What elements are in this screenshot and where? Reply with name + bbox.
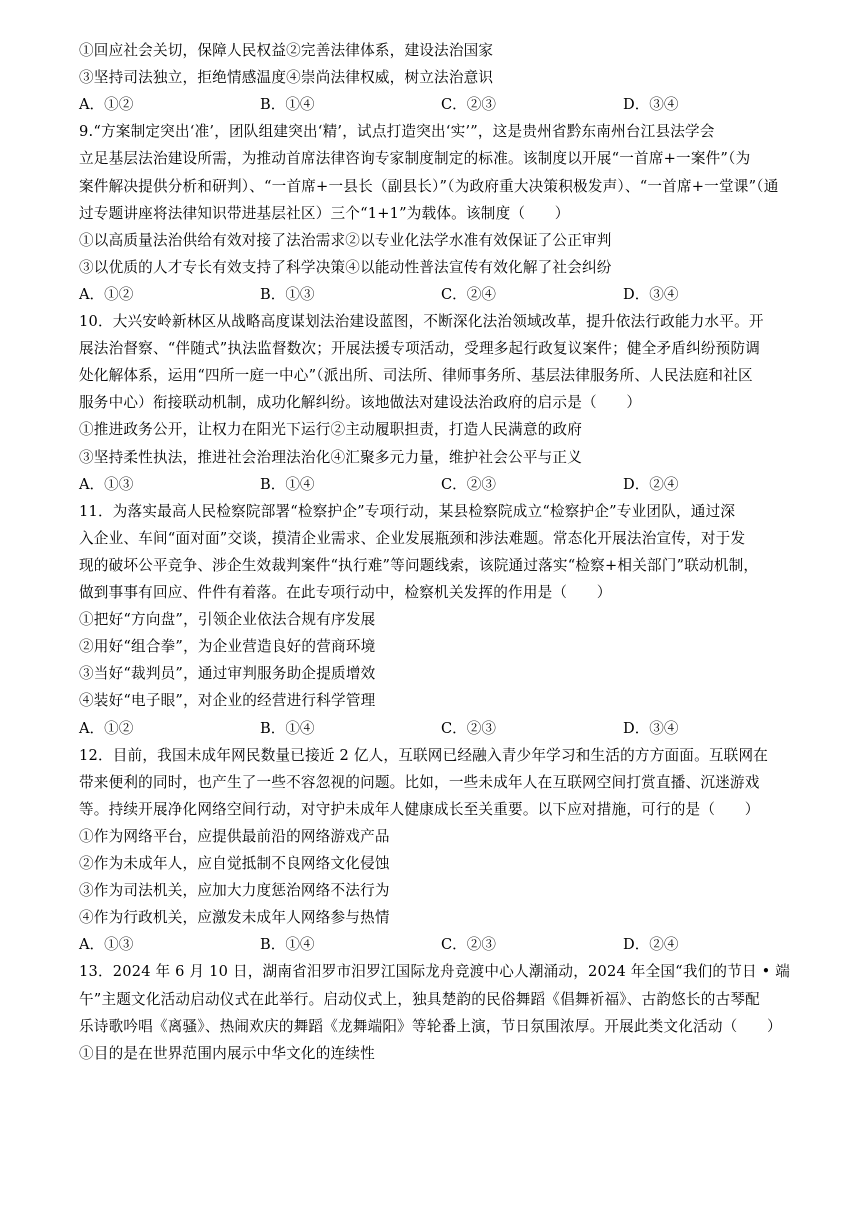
answer-options [79,475,799,495]
answer-option: B．①④ [260,96,315,113]
text-line: ②作为未成年人，应自觉抵制不良网络文化侵蚀 [79,855,390,872]
answer-option: A．①② [79,286,134,303]
text-line: 现的破坏公平竞争、涉企生效裁判案件“执行难”等问题线索，该院通过落实“检察+相关部门”联动机制， [79,557,759,574]
answer-options [79,935,799,955]
text-line: ②用好“组合拳”，为企业营造良好的营商环境 [79,638,376,655]
text-line: 9.“方案制定突出‘准’，团队组建突出‘精’，试点打造突出‘实’”，这是贵州省黔东南州台江县法学会 [79,123,715,140]
answer-option: B．①③ [260,286,315,303]
text-line: ①把好“方向盘”，引领企业依法合规有序发展 [79,611,376,628]
text-line: 午”主题文化活动启动仪式在此举行。启动仪式上，独具楚韵的民俗舞蹈《倡舞祈福》、古韵悠长的古琴配 [79,991,760,1008]
answer-option: D．③④ [623,96,679,113]
text-line: 做到事事有回应、件件有着落。在此专项行动中，检察机关发挥的作用是（ ） [79,584,612,601]
answer-options [79,719,799,739]
answer-option: B．①④ [260,720,315,737]
text-line: 等。持续开展净化网络空间行动，对守护未成年人健康成长至关重要。以下应对措施，可行的是（ ） [79,801,760,818]
answer-options [79,285,799,305]
answer-option: C．②③ [441,720,496,737]
answer-option: A．①② [79,96,134,113]
text-line: ①回应社会关切，保障人民权益②完善法律体系，建设法治国家 [79,42,494,59]
text-line: 10．大兴安岭新林区从战略高度谋划法治建设蓝图，不断深化法治领域改革，提升依法行政能力水平。开 [79,313,764,330]
text-line: ④作为行政机关，应激发未成年人网络参与热情 [79,909,390,926]
text-line: 乐诗歌吟唱《离骚》、热闹欢庆的舞蹈《龙舞端阳》等轮番上演，节日氛围浓厚。开展此类文化活动（ ） [79,1018,782,1035]
text-line: ①作为网络平台，应提供最前沿的网络游戏产品 [79,828,390,845]
text-line: ①目的是在世界范围内展示中华文化的连续性 [79,1045,375,1062]
text-line: 13．2024 年 6 月 10 日，湖南省汨罗市汨罗江国际龙舟竞渡中心人潮涌动，2024 年全国“我们的节日 • 端 [79,963,791,980]
answer-option: C．②③ [441,936,496,953]
text-line: 立足基层法治建设所需，为推动首席法律咨询专家制度制定的标准。该制度以开展“一首席+一案件”（为 [79,150,751,167]
text-line: ③坚持柔性执法，推进社会治理法治化④汇聚多元力量，维护社会公平与正义 [79,449,582,466]
answer-option: C．②④ [441,286,496,303]
answer-option: B．①④ [260,936,315,953]
text-line: ③坚持司法独立，拒绝情感温度④崇尚法律权威，树立法治意识 [79,69,494,86]
text-line: ①推进政务公开，让权力在阳光下运行②主动履职担责，打造人民满意的政府 [79,421,582,438]
text-line: 带来便利的同时，也产生了一些不容忽视的问题。比如，一些未成年人在互联网空间打赏直播、沉迷游戏 [79,774,760,791]
text-line: ④装好“电子眼”，对企业的经营进行科学管理 [79,692,376,709]
text-line: 案件解决提供分析和研判）、“一首席+一县长（副县长）”（为政府重大决策积极发声）、“一首席+一堂课”（通 [79,178,779,195]
text-line: ①以高质量法治供给有效对接了法治需求②以专业化法学水准有效保证了公正审判 [79,232,612,249]
text-line: 过专题讲座将法律知识带进基层社区）三个“1+1”为载体。该制度（ ） [79,205,570,222]
answer-option: D．③④ [623,720,679,737]
answer-option: A．①③ [79,476,134,493]
answer-option: D．②④ [623,936,679,953]
answer-option: D．③④ [623,286,679,303]
text-line: 11．为落实最高人民检察院部署“检察护企”专项行动，某县检察院成立“检察护企”专业团队，通过深 [79,503,736,520]
text-line: 处化解体系，运用“四所一庭一中心”（派出所、司法所、律师事务所、基层法律服务所、人民法庭和社区 [79,367,753,384]
answer-option: A．①③ [79,936,134,953]
answer-options [79,95,799,115]
text-line: 入企业、车间“面对面”交谈，摸清企业需求、企业发展瓶颈和涉法难题。常态化开展法治宣传，对于发 [79,530,746,547]
answer-option: B．①④ [260,476,315,493]
answer-option: C．②③ [441,476,496,493]
text-line: ③作为司法机关，应加大力度惩治网络不法行为 [79,882,390,899]
answer-option: C．②③ [441,96,496,113]
text-line: 展法治督察、“伴随式”执法监督数次；开展法援专项活动，受理多起行政复议案件；健全矛盾纠纷预防调 [79,340,761,357]
text-line: ③以优质的人才专长有效支持了科学决策④以能动性普法宣传有效化解了社会纠纷 [79,259,612,276]
text-line: ③当好“裁判员”，通过审判服务助企提质增效 [79,665,376,682]
answer-option: A．①② [79,720,134,737]
answer-option: D．②④ [623,476,679,493]
text-line: 12．目前，我国未成年网民数量已接近 2 亿人，互联网已经融入青少年学习和生活的方方面面。互联网在 [79,747,769,764]
text-line: 服务中心）衔接联动机制，成功化解纠纷。该地做法对建设法治政府的启示是（ ） [79,394,642,411]
